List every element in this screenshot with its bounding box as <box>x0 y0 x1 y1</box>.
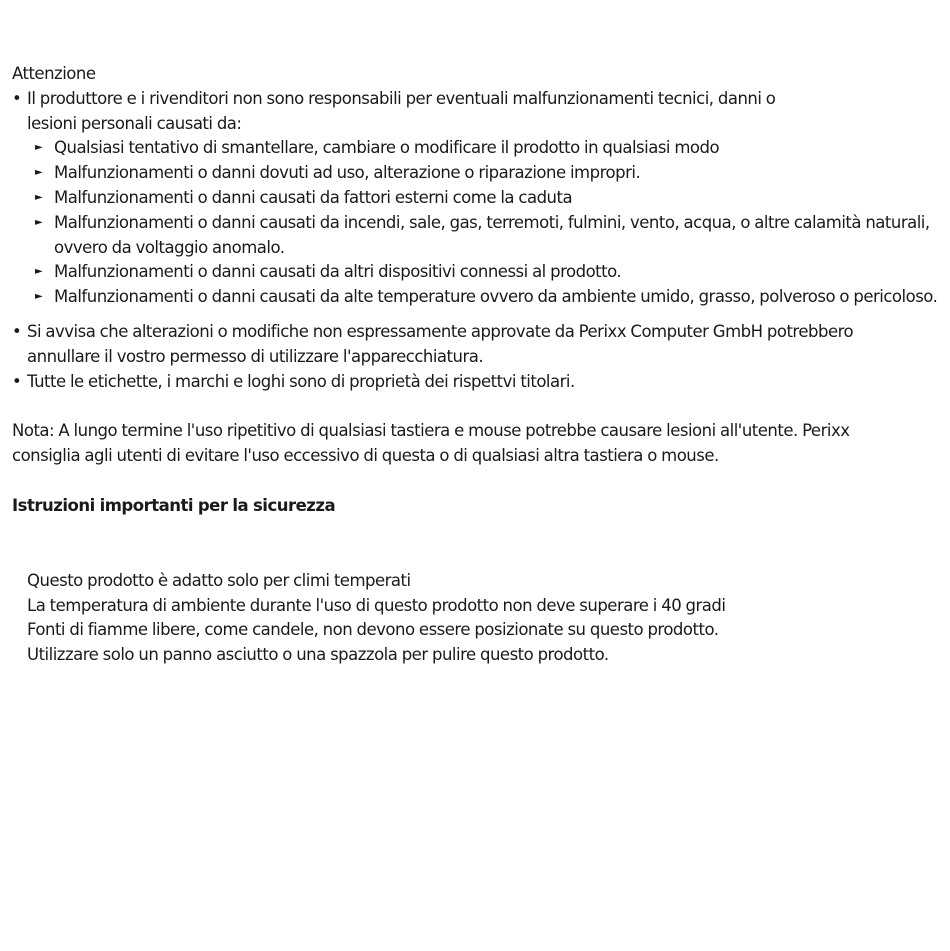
cause-item <box>12 211 942 261</box>
cause-item <box>12 285 942 310</box>
arrow-bullet-icon: ► <box>35 167 43 179</box>
spacer <box>12 469 942 494</box>
cause-text: Malfunzionamenti o danni causati da altri dispositivi connessi al prodotto. <box>54 262 622 282</box>
cause-item <box>12 260 942 285</box>
arrow-bullet-icon: ► <box>35 191 43 203</box>
trademarks-text: Tutte le etichette, i marchi e loghi sono di proprietà dei rispettvi titolari. <box>27 371 575 391</box>
cause-item <box>12 136 942 161</box>
spacer <box>12 310 942 320</box>
liability-line-2: lesioni personali causati da: <box>27 113 242 133</box>
warning-bullet-modifications <box>12 320 942 370</box>
cause-text: Malfunzionamenti o danni dovuti ad uso, alterazione o riparazione impropri. <box>54 163 641 183</box>
warning-title: Attenzione <box>12 64 96 83</box>
bullet-icon: • <box>12 371 22 391</box>
warning-bullet-trademarks <box>12 370 942 395</box>
spacer <box>12 394 942 419</box>
cause-item <box>12 186 942 211</box>
cause-text: Qualsiasi tentativo di smantellare, cambiare o modificare il prodotto in qualsiasi modo <box>54 138 720 158</box>
bullet-icon: • <box>12 88 22 108</box>
arrow-bullet-icon: ► <box>35 216 43 228</box>
note-line-1: Nota: A lungo termine l'uso ripetitivo di qualsiasi tastiera e mouse potrebbe causare lesioni all'utente. Perixx <box>12 421 850 441</box>
warning-bullet-liability <box>12 87 942 137</box>
safety-item: Questo prodotto è adatto solo per climi temperati <box>27 570 411 590</box>
safety-item: La temperatura di ambiente durante l'uso di questo prodotto non deve superare i 40 gradi <box>27 595 726 615</box>
arrow-bullet-icon: ► <box>35 266 43 278</box>
bullet-icon: • <box>12 321 22 341</box>
safety-item: Fonti di fiamme libere, come candele, non devono essere posizionate su questo prodotto. <box>27 620 719 640</box>
note-line-2: consiglia agli utenti di evitare l'uso eccessivo di questa o di qualsiasi altra tastiera o mouse. <box>12 446 719 466</box>
arrow-bullet-icon: ► <box>35 291 43 303</box>
cause-text: Malfunzionamenti o danni causati da incendi, sale, gas, terremoti, fulmini, vento, acqua, o altre calamità naturali, ovvero da voltaggio anomalo. <box>54 212 930 257</box>
liability-line-1: Il produttore e i rivenditori non sono responsabili per eventuali malfunzionamenti tecnici, danni o <box>27 88 776 108</box>
safety-heading: Istruzioni importanti per la sicurezza <box>12 495 336 515</box>
cause-text: Malfunzionamenti o danni causati da fattori esterni come la caduta <box>54 187 573 207</box>
modifications-line-2: annullare il vostro permesso di utilizzare l'apparecchiatura. <box>27 346 484 366</box>
document-page <box>12 62 942 668</box>
modifications-line-1: Si avvisa che alterazioni o modifiche non espressamente approvate da Perixx Computer GmbH potrebbero <box>27 321 854 341</box>
cause-text: Malfunzionamenti o danni causati da alte temperature ovvero da ambiente umido, grasso, polveroso o pericoloso. <box>54 287 938 307</box>
arrow-bullet-icon: ► <box>35 142 43 154</box>
spacer <box>12 519 942 569</box>
safety-item: Utilizzare solo un panno asciutto o una spazzola per pulire questo prodotto. <box>27 645 609 665</box>
cause-item <box>12 161 942 186</box>
